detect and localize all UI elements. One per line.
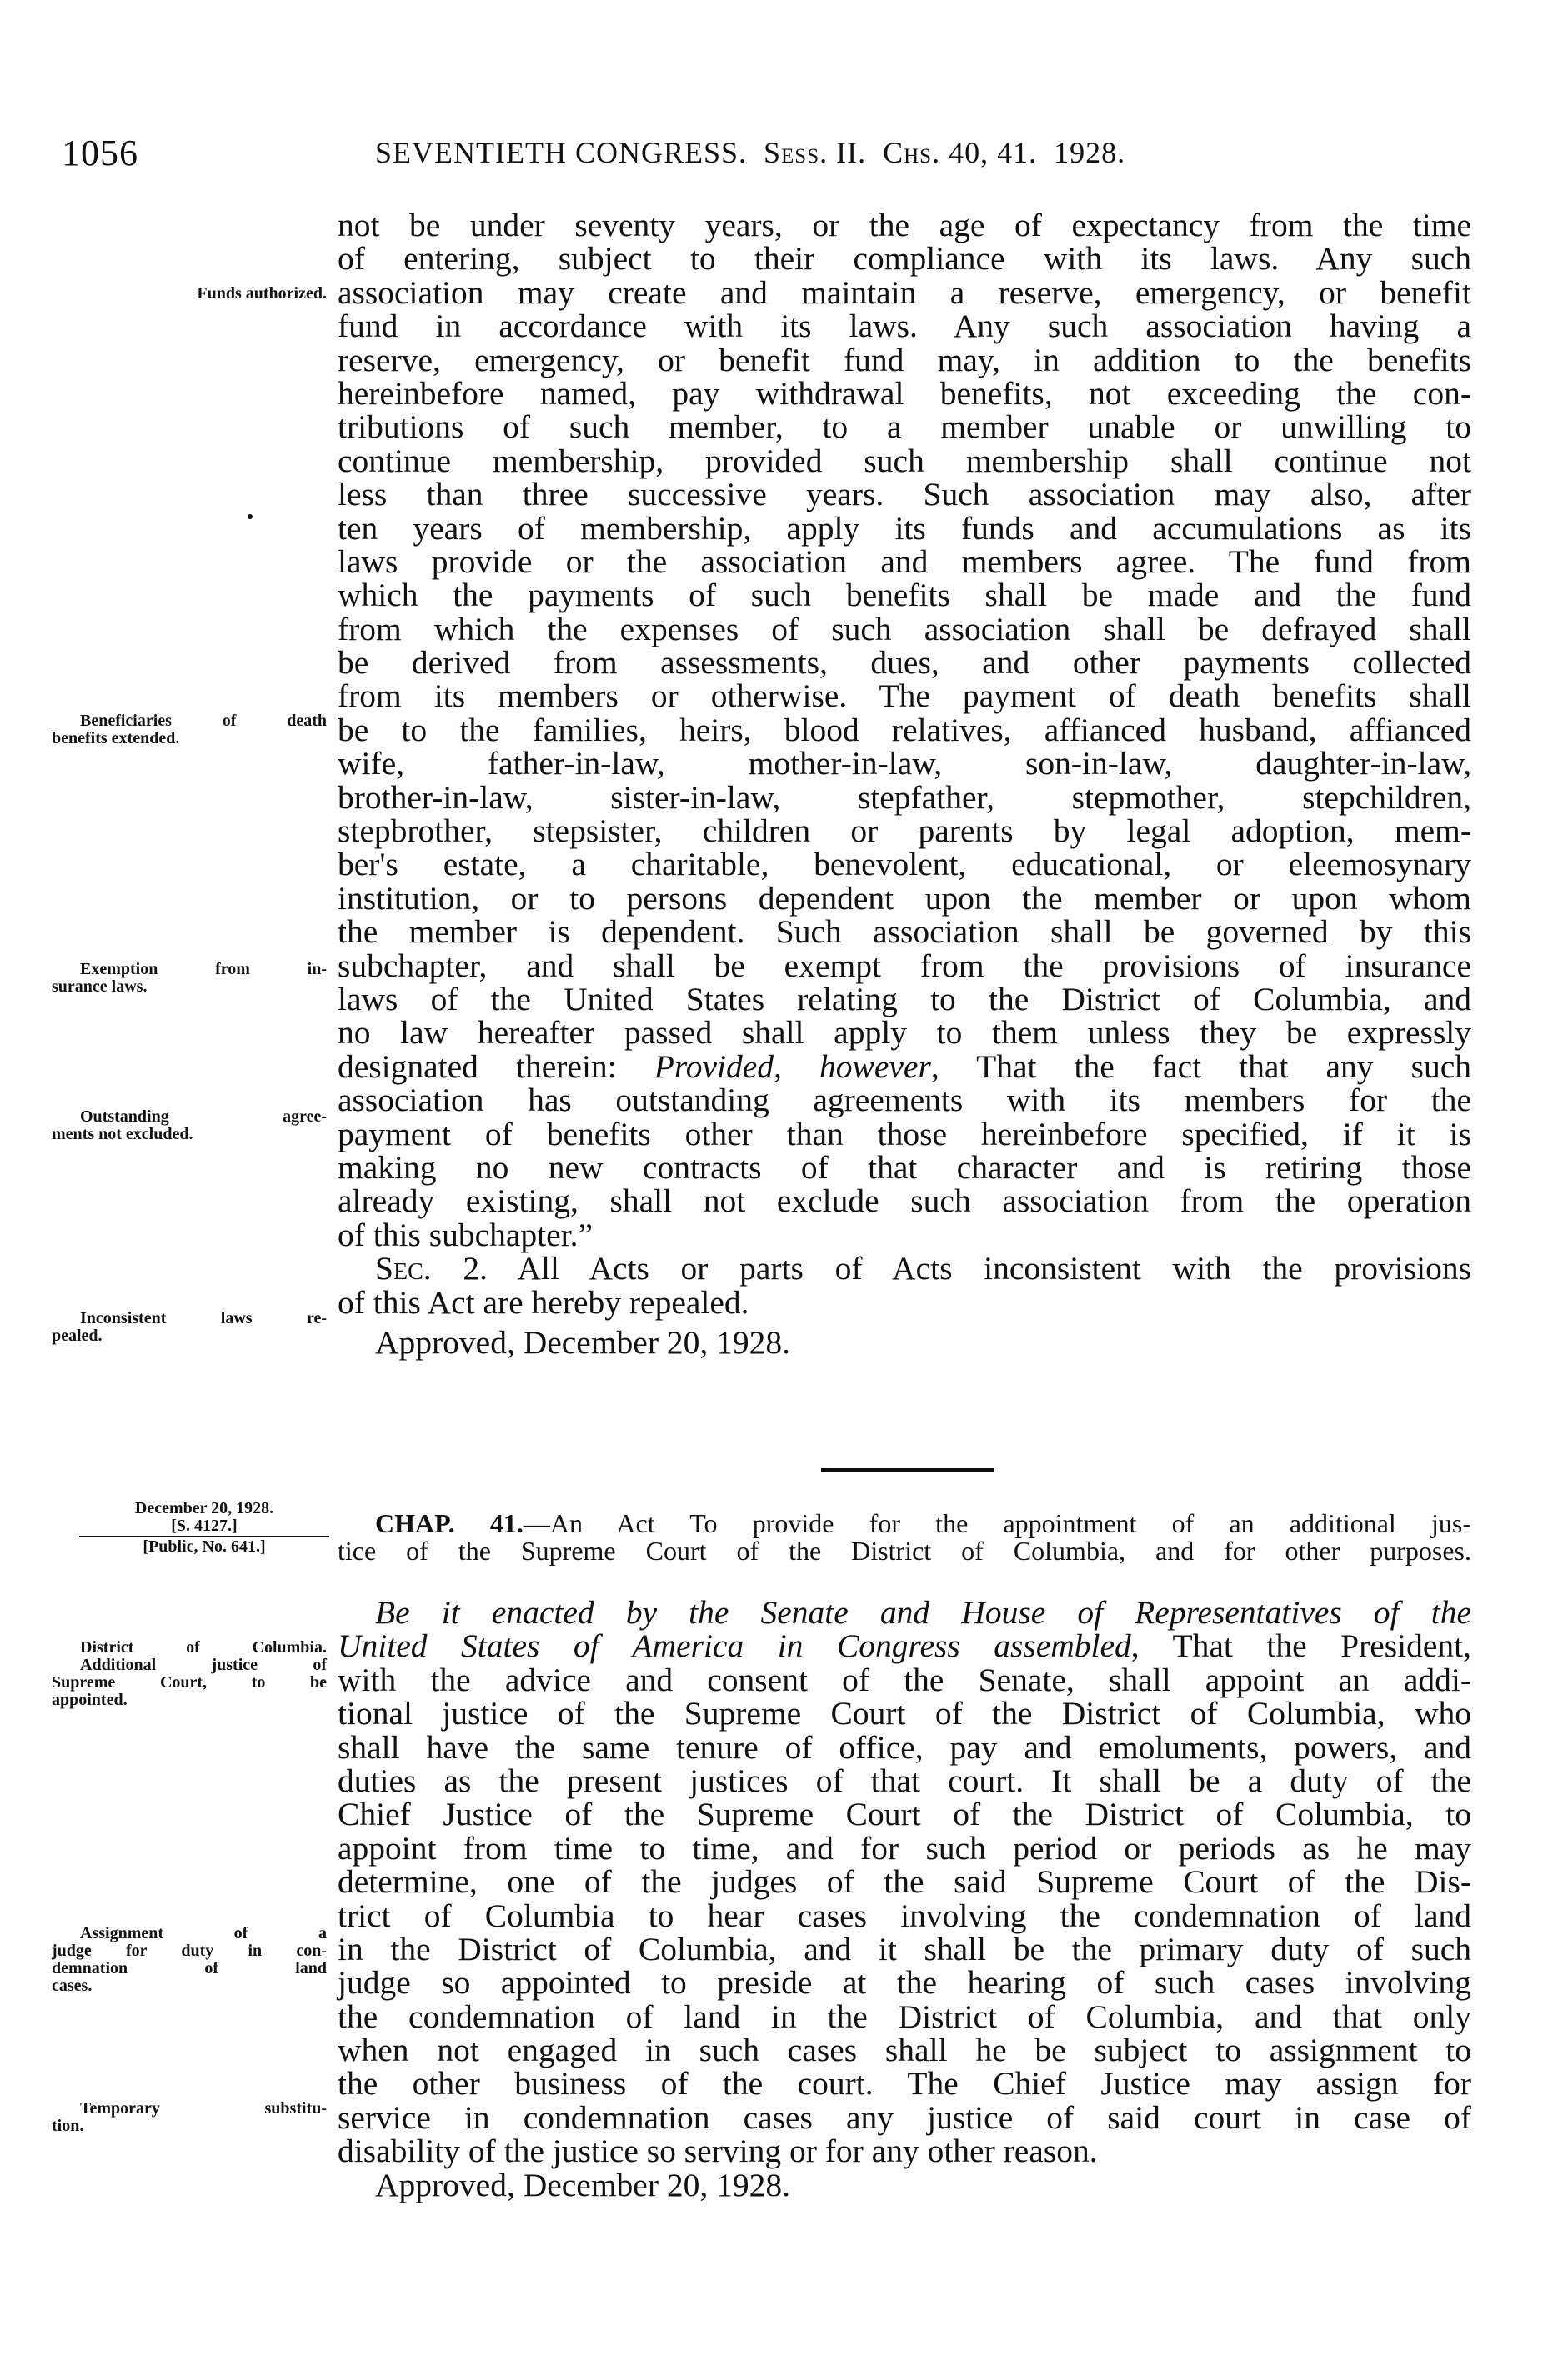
title-text: —An Act To provide for the appointment of an additional jus-	[523, 1508, 1472, 1538]
body-line: from its members or otherwise. The payment of death benefits shall	[338, 678, 1471, 715]
margin-note-line: ments not excluded.	[52, 1125, 193, 1143]
body-line: brother-in-law, sister-in-law, stepfather, stepmother, stepchildren,	[338, 778, 1471, 816]
public-law-number: [Public, No. 641.]	[143, 1538, 266, 1556]
margin-note-district	[52, 1639, 327, 1709]
body-line: institution, or to persons dependent upon the member or upon whom	[338, 879, 1471, 917]
margin-note-line: benefits extended.	[52, 729, 180, 748]
body-line: when not engaged in such cases shall he be subject to assignment to	[338, 2032, 1471, 2069]
body-line	[338, 1250, 1472, 1288]
proviso-italic: Provided, however	[654, 1048, 931, 1085]
body-line: continue membership, provided such membership shall continue not	[338, 442, 1471, 479]
body-line: of this subchapter.”	[338, 1216, 594, 1253]
enacting-clause-italic: United States of America in Congress assembled	[338, 1628, 1131, 1665]
margin-note-line: Funds authorized.	[197, 284, 327, 302]
running-head-title	[375, 135, 1125, 170]
body-line: no law hereafter passed shall apply to them unless they be expressly	[338, 1014, 1471, 1052]
body-line: disability of the justice so serving or for any other reason.	[338, 2132, 1098, 2170]
body-text: designated therein:	[338, 1048, 654, 1085]
margin-note-line: Beneficiaries of death	[80, 712, 327, 730]
margin-note-exemption	[52, 961, 327, 996]
body-line: tributions of such member, to a member unable or unwilling to	[338, 408, 1471, 446]
body-line: duties as the present justices of that court. It shall be a duty of the	[338, 1762, 1471, 1799]
approval-line: Approved, December 20, 1928.	[375, 2166, 790, 2203]
body-line: already existing, shall not exclude such association from the operation	[338, 1182, 1471, 1220]
margin-note-line: Temporary substitu-	[80, 2099, 327, 2118]
body-line: laws provide or the association and members agree. The fund from	[338, 542, 1471, 580]
chapter-40-body	[338, 208, 1471, 1359]
body-line: be derived from assessments, dues, and other payments collected	[338, 644, 1471, 682]
chapter-41-title-line	[338, 1510, 1471, 1538]
body-line: payment of benefits other than those hereinbefore specified, if it is	[338, 1115, 1471, 1152]
body-line: laws of the United States relating to the District of Columbia, and	[338, 980, 1471, 1018]
body-line: association has outstanding agreements with its members for the	[338, 1082, 1471, 1119]
approval-line: Approved, December 20, 1928.	[375, 1323, 790, 1361]
enacting-clause-line	[338, 1596, 1471, 1629]
margin-note-line: Inconsistent laws re-	[80, 1309, 327, 1328]
body-text: , That the President,	[1130, 1628, 1472, 1665]
margin-note-line: Exemption from in-	[80, 960, 327, 978]
body-line: the member is dependent. Such association shall be governed by this	[338, 913, 1471, 951]
chapter-41-sidenote	[79, 1500, 329, 1556]
margin-note-line: Additional justice of	[80, 1656, 327, 1674]
body-line: trict of Columbia to hear cases involving the condemnation of land	[338, 1897, 1471, 1934]
enacting-clause-line	[338, 1628, 1472, 1665]
chapter-41-lines	[338, 1663, 1471, 2168]
body-text: , That the fact that any such	[930, 1048, 1472, 1085]
enactment-date: December 20, 1928.	[134, 1499, 274, 1518]
enacting-clause-italic: Be it enacted by the Senate and House of Representatives of the	[375, 1594, 1471, 1631]
margin-note-line: District of Columbia.	[80, 1638, 327, 1657]
congress-label: SEVENTIETH CONGRESS.	[375, 136, 748, 169]
chapter-41-title-line: tice of the Supreme Court of the District of Columbia, and for other purposes.	[338, 1536, 1471, 1566]
body-line: service in condemnation cases any justice of said court in case of	[338, 2098, 1471, 2136]
body-line: determine, one of the judges of the said Supreme Court of the Dis-	[338, 1863, 1471, 1901]
body-line	[338, 1050, 1471, 1083]
body-line: of entering, subject to their compliance with its laws. Any such	[338, 240, 1471, 278]
body-line: stepbrother, stepsister, children or parents by legal adoption, mem-	[338, 812, 1471, 850]
bill-number: [S. 4127.]	[171, 1517, 238, 1535]
margin-note-beneficiaries	[52, 712, 327, 748]
margin-note-line: appointed.	[52, 1691, 128, 1709]
margin-note-line: Outstanding agree-	[80, 1108, 327, 1126]
margin-note-line: Supreme Court, to be	[52, 1673, 327, 1692]
body-line: fund in accordance with its laws. Any such association having a	[338, 308, 1471, 345]
margin-note-inconsistent	[52, 1310, 327, 1345]
body-line: ber's estate, a charitable, benevolent, educational, or eleemosynary	[338, 846, 1471, 883]
margin-note-assignment	[52, 1925, 327, 1995]
margin-note-line: surance laws.	[52, 978, 148, 996]
body-line: shall have the same tenure of office, pay and emoluments, powers, and	[338, 1728, 1471, 1766]
section-divider	[821, 1468, 994, 1472]
session-label: Sess. II.	[764, 136, 867, 169]
body-line: tional justice of the Supreme Court of the District of Columbia, who	[338, 1695, 1471, 1732]
chapter-41-title	[338, 1510, 1471, 1565]
section-label: Sec. 2.	[375, 1250, 488, 1288]
margin-note-funds-authorized	[52, 285, 327, 302]
body-line: not be under seventy years, or the age of expectancy from the time	[338, 207, 1471, 243]
body-line: less than three successive years. Such association may also, after	[338, 476, 1471, 513]
body-line: making no new contracts of that character and is retiring those	[338, 1148, 1471, 1186]
body-line: of this Act are hereby repealed.	[338, 1283, 749, 1321]
chapters-label: Chs. 40, 41.	[883, 136, 1038, 169]
body-line: Chief Justice of the Supreme Court of the District of Columbia, to	[338, 1796, 1471, 1833]
margin-note-temporary	[52, 2100, 327, 2135]
body-line: be to the families, heirs, blood relatives, affianced husband, affianced	[338, 711, 1471, 748]
body-line: ten years of membership, apply its funds and accumulations as its	[338, 509, 1471, 547]
stray-mark	[248, 514, 253, 519]
margin-note-line: demnation of land	[52, 1959, 327, 1978]
body-line: the condemnation of land in the District of Columbia, and that only	[338, 1998, 1471, 2035]
body-line: subchapter, and shall be exempt from the provisions of insurance	[338, 947, 1471, 984]
body-line: in the District of Columbia, and it shall be the primary duty of such	[338, 1930, 1471, 1968]
year-label: 1928.	[1054, 136, 1126, 169]
body-line: which the payments of such benefits shall be made and the fund	[338, 577, 1471, 614]
body-line: association may create and maintain a reserve, emergency, or benefit	[338, 273, 1471, 311]
body-line: wife, father-in-law, mother-in-law, son-in-law, daughter-in-law,	[338, 745, 1471, 782]
body-line: the other business of the court. The Chief Justice may assign for	[338, 2065, 1471, 2102]
page-number: 1056	[62, 132, 138, 173]
body-line: appoint from time to time, and for such period or periods as he may	[338, 1829, 1471, 1867]
body-line: judge so appointed to preside at the hearing of such cases involving	[338, 1964, 1471, 2002]
margin-note-line: pealed.	[52, 1327, 103, 1345]
body-line: hereinbefore named, pay withdrawal benefits, not exceeding the con-	[338, 374, 1471, 412]
margin-note-line: tion.	[52, 2117, 84, 2135]
body-line: from which the expenses of such association shall be defrayed shall	[338, 610, 1471, 648]
chapter-label: CHAP. 41.	[375, 1508, 524, 1538]
running-header	[0, 132, 1568, 182]
chapter-41-body	[338, 1596, 1471, 2202]
margin-note-line: judge for duty in con-	[52, 1942, 327, 1960]
margin-note-outstanding	[52, 1108, 327, 1143]
body-line: with the advice and consent of the Senate, shall appoint an addi-	[338, 1661, 1471, 1698]
margin-note-line: Assignment of a	[80, 1924, 327, 1942]
margin-note-line: cases.	[52, 1977, 93, 1995]
body-text: All Acts or parts of Acts inconsistent with the provisions	[487, 1250, 1472, 1288]
body-line: reserve, emergency, or benefit fund may, in addition to the benefits	[338, 341, 1471, 378]
